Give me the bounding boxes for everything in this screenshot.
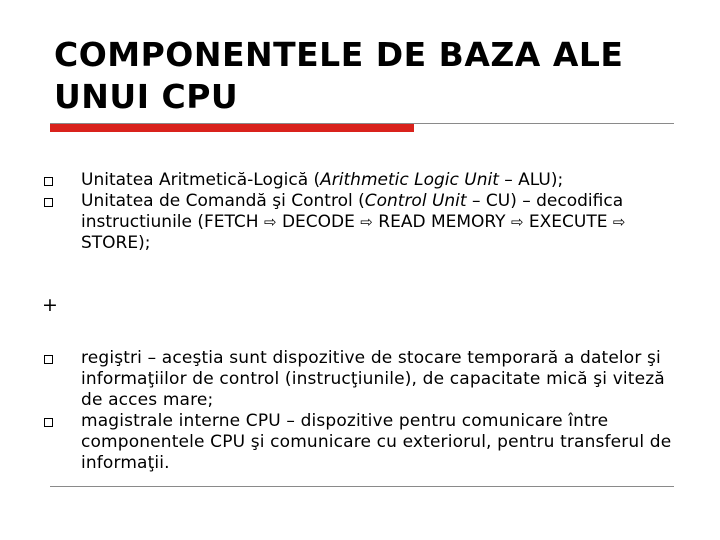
square-bullet-icon [44, 177, 53, 186]
square-bullet-icon [44, 198, 53, 207]
alu-text-pre: Unitatea Aritmetică-Logică ( [81, 170, 321, 190]
step-store: STORE [81, 233, 139, 253]
alu-text-post: – ALU); [498, 170, 564, 190]
alu-text-italic: Arithmetic Logic Unit [320, 170, 499, 190]
step-fetch: FETCH [204, 212, 259, 232]
arrow-right-icon: ⇨ [612, 213, 626, 231]
bottom-rule [50, 486, 674, 487]
slide-title-line-2: UNUI CPU [54, 77, 239, 116]
arrow-right-icon: ⇨ [360, 213, 373, 231]
slide-title [54, 34, 694, 118]
slide-title-line-1: COMPONENTELE DE BAZA ALE [54, 35, 624, 74]
step-execute: EXECUTE [528, 212, 608, 232]
cu-text-post: – CU) – decodifica instructiunile ( [81, 191, 624, 232]
cpu-units-list [40, 170, 680, 254]
cpu-internals-list [40, 348, 680, 474]
arrow-right-icon: ⇨ [510, 213, 524, 231]
buses-text: magistrale interne CPU – dispozitive pentru comunicare între componentele CPU şi comunicare cu exteriorul, pentru transferul de informaţii. [81, 411, 672, 473]
list-item-buses [40, 411, 680, 474]
cu-text-end: ); [138, 233, 151, 253]
plus-separator: + [42, 294, 58, 316]
list-item-alu [40, 170, 680, 191]
arrow-right-icon: ⇨ [263, 213, 277, 231]
list-item-registers [40, 348, 680, 411]
square-bullet-icon [44, 355, 53, 364]
list-item-cu [40, 191, 680, 254]
cu-text-pre: Unitatea de Comandă şi Control ( [81, 191, 365, 211]
cu-text-italic: Control Unit [364, 191, 467, 211]
registers-text: regiştri – aceştia sunt dispozitive de stocare temporară a datelor şi informaţiilor de control (instrucţiunile), de capacitate mică şi viteză de acces mare; [81, 348, 665, 410]
title-underline-red [50, 124, 414, 132]
step-decode: DECODE [281, 212, 355, 232]
step-read-memory: READ MEMORY [378, 212, 506, 232]
square-bullet-icon [44, 418, 53, 427]
